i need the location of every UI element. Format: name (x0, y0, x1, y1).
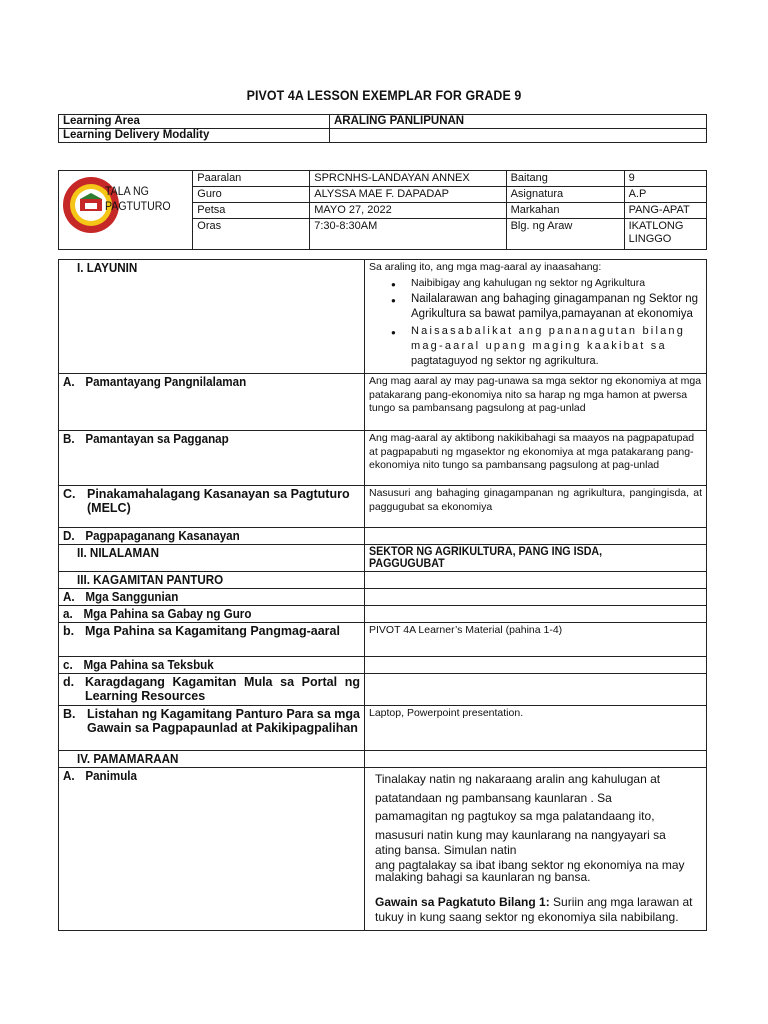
header-info-table (58, 170, 707, 250)
learning-area-label: Learning Area (59, 115, 330, 129)
listahan-kagamitan-label: B. Listahan ng Kagamitang Panturo Para sa mga Gawain sa Pagpapaunlad at Pakikipagpalihan (59, 706, 365, 751)
pamantayang-pangnilalaman-label: A. Pamantayang Pangnilalaman (59, 374, 365, 431)
kagamitan-label: III. KAGAMITAN PANTURO (59, 572, 365, 589)
sanggunian-label: A. Mga Sanggunian (59, 589, 365, 606)
grade-label: Baitang (506, 171, 624, 187)
day-number-value: IKATLONG LINGGO (624, 219, 706, 250)
gawain-1: Gawain sa Pagkatuto Bilang 1: Suriin ang mga larawan at tukuy in kung saang sektor ng ekonomiya sila nabibilang. (375, 894, 693, 924)
layunin-label: I. LAYUNIN (59, 260, 365, 374)
teksbuk-value (365, 657, 707, 674)
listahan-kagamitan-value: Laptop, Powerpoint presentation. (365, 706, 707, 751)
pamamaraan-label: IV. PAMAMARAAN (59, 751, 365, 768)
gabay-ng-guro-label: a. Mga Pahina sa Gabay ng Guro (59, 606, 365, 623)
portal-learning-resources-value (365, 674, 707, 706)
portal-learning-resources-label: d. Karagdagang Kagamitan Mula sa Portal ng Learning Resources (59, 674, 365, 706)
learning-area-table (58, 114, 707, 143)
panimula-content: Tinalakay natin ng nakaraang aralin ang kahulugan at patatandaan ng pambansang kaunlaran . Sa pamamagitan ng pagtukoy sa mga palatandaang ito, masusuri natin kung may kaunlarang na nangyayari sa ating bansa. Simulan natin ang pagtalakay sa ibat ibang sektor ng ekonomiya na may malaking bahagi sa kaunlaran ng bansa. Gawain sa Pagkatuto Bilang 1: Suriin ang mga larawan at tukuy in kung saang sektor ng ekonomiya sila nabibilang. (365, 768, 707, 931)
pagpapaganang-kasanayan-value (365, 528, 707, 545)
kagamitang-pangmag-aaral-value: PIVOT 4A Learner’s Material (pahina 1-4) (365, 623, 707, 657)
teacher-value: ALYSSA MAE F. DAPADAP (310, 187, 506, 203)
kagamitang-pangmag-aaral-label: b. Mga Pahina sa Kagamitang Pangmag-aaral (59, 623, 365, 657)
school-value: SPRCNHS-LANDAYAN ANNEX (310, 171, 506, 187)
layunin-bullets (369, 277, 702, 370)
time-label: Oras (193, 219, 310, 250)
layunin-bullet-3: ● Naisasabalikat ang pananagutan bilang mag-aaral upang maging kaakibat sa pagtataguyod ng sektor ng agrikultura. (411, 324, 702, 369)
melc-label: C. Pinakamahalagang Kasanayan sa Pagtuturo (MELC) (59, 486, 365, 528)
date-label: Petsa (193, 203, 310, 219)
logo-cell (59, 171, 193, 250)
quarter-value: PANG-APAT (624, 203, 706, 219)
pagpapaganang-kasanayan-label: D. Pagpapaganang Kasanayan (59, 528, 365, 545)
layunin-bullet-2: ● Nailalarawan ang bahaging ginagampanan ng Sektor ng Agrikultura sa bawat pamilya,pamayanan at ekonomiya (411, 292, 702, 322)
delivery-modality-label: Learning Delivery Modality (59, 129, 330, 143)
subject-label: Asignatura (506, 187, 624, 203)
learning-area-value: ARALING PANLIPUNAN (330, 115, 707, 129)
lesson-plan-table (58, 259, 707, 931)
nilalaman-value: SEKTOR NG AGRIKULTURA, PANG ING ISDA, PAGGUGUBAT (365, 545, 707, 572)
pamantayan-sa-pagganap-label: B. Pamantayan sa Pagganap (59, 431, 365, 486)
page-title: PIVOT 4A LESSON EXEMPLAR FOR GRADE 9 (246, 88, 522, 103)
nilalaman-label: II. NILALAMAN (59, 545, 365, 572)
panimula-label: A. Panimula (59, 768, 365, 931)
day-number-label: Blg. ng Araw (506, 219, 624, 250)
teksbuk-label: c. Mga Pahina sa Teksbuk (59, 657, 365, 674)
melc-value: Nasusuri ang bahaging ginagampanan ng agrikultura, pangingisda, at paggugubat sa ekonomiya (365, 486, 707, 528)
layunin-content (365, 260, 707, 374)
logo-caption: TALA NG PAGTUTURO (105, 186, 171, 213)
quarter-label: Markahan (506, 203, 624, 219)
delivery-modality-value (330, 129, 707, 143)
school-label: Paaralan (193, 171, 310, 187)
gabay-ng-guro-value (365, 606, 707, 623)
subject-value: A.P (624, 187, 706, 203)
layunin-intro: Sa araling ito, ang mga mag-aaral ay inaasahang: (369, 261, 602, 273)
pamantayan-sa-pagganap-value: Ang mag-aaral ay aktibong nakikibahagi sa maayos na pagpapatupad at pagpapabuti ng mgasektor ng ekonomiya at mga patakarang pang-ekonomiya nito tungo sa pambansang pagsulong at pag-unlad (365, 431, 707, 486)
date-value: MAYO 27, 2022 (310, 203, 506, 219)
layunin-bullet-1: ● Naibibigay ang kahulugan ng sektor ng Agrikultura (411, 277, 702, 291)
pamantayang-pangnilalaman-value: Ang mag aaral ay may pag-unawa sa mga sektor ng ekonomiya at mga patakarang pang-ekonomiya nito sa harap ng mga hamon at pwersa tungo sa pambansang pagsulong at pag-unlad (365, 374, 707, 431)
grade-value: 9 (624, 171, 706, 187)
teacher-label: Guro (193, 187, 310, 203)
time-value: 7:30-8:30AM (310, 219, 506, 250)
